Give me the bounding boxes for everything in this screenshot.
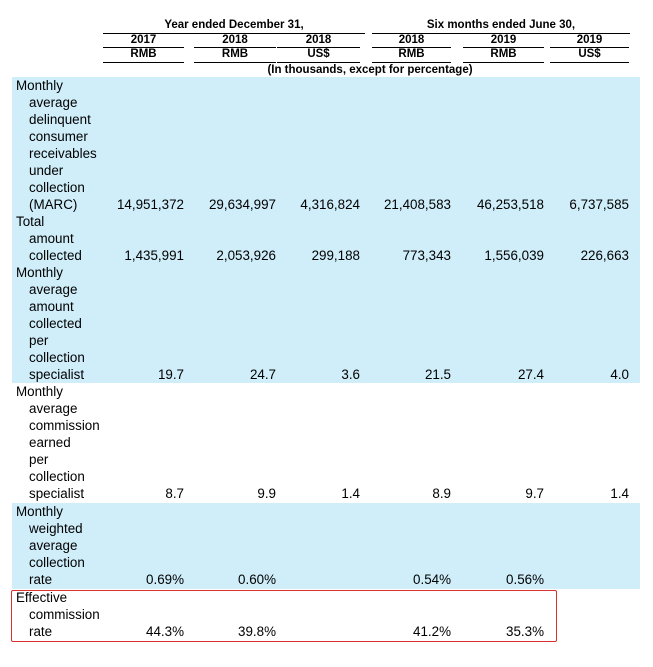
table-cell-value: 299,188 bbox=[311, 248, 360, 263]
table-cell-value: 29,634,997 bbox=[208, 197, 276, 212]
row-label-line: collection bbox=[29, 350, 85, 365]
table-cell-value: 0.69% bbox=[146, 572, 184, 587]
row-label-line: amount bbox=[29, 231, 74, 246]
table-cell-value: 1.4 bbox=[610, 486, 629, 501]
column-year-5: 2019 bbox=[490, 34, 517, 46]
unit-note: (In thousands, except for percentage) bbox=[267, 64, 473, 76]
row-label-line: collection bbox=[29, 555, 85, 570]
row-label-line: specialist bbox=[29, 486, 85, 501]
column-year-1: 2017 bbox=[130, 34, 157, 46]
row-label bbox=[16, 383, 100, 502]
effective-commission-rate-highlight-box bbox=[11, 590, 557, 642]
row-label-line: collected bbox=[29, 248, 82, 263]
row-label-line: Effective bbox=[16, 590, 68, 605]
table-cell-value: 4.0 bbox=[610, 367, 629, 382]
row-label bbox=[16, 264, 85, 383]
column-year-3: 2018 bbox=[305, 34, 332, 46]
table-cell-value: 4,316,824 bbox=[300, 197, 360, 212]
row-label-line: Monthly bbox=[16, 78, 63, 93]
table-cell-value: 8.9 bbox=[432, 486, 451, 501]
column-year-6: 2019 bbox=[576, 34, 603, 46]
table-cell-value: 39.8% bbox=[238, 624, 276, 639]
table-cell-value: 1,435,991 bbox=[124, 248, 184, 263]
table-cell-value: 3.6 bbox=[341, 367, 360, 382]
row-label-line: per bbox=[29, 452, 49, 467]
row-label-line: collection bbox=[29, 180, 85, 195]
column-currency-rule-6 bbox=[550, 62, 629, 63]
row-label-line: under bbox=[29, 163, 64, 178]
row-label-line: earned bbox=[29, 435, 71, 450]
row-label-line: average bbox=[29, 95, 78, 110]
row-label-line: amount bbox=[29, 299, 74, 314]
column-currency-4: RMB bbox=[398, 48, 425, 60]
table-cell-value: 14,951,372 bbox=[116, 197, 184, 212]
column-currency-rule-2 bbox=[194, 62, 276, 63]
row-label bbox=[16, 77, 97, 213]
table-cell-value: 21,408,583 bbox=[383, 197, 451, 212]
column-currency-rule-4 bbox=[372, 62, 451, 63]
row-label-line: average bbox=[29, 282, 78, 297]
table-cell-value: 41.2% bbox=[413, 624, 451, 639]
row-label-line: commission bbox=[29, 607, 100, 622]
row-label bbox=[16, 503, 85, 588]
column-year-4: 2018 bbox=[398, 34, 425, 46]
row-label-line: commission bbox=[29, 418, 100, 433]
table-cell-value: 0.60% bbox=[238, 572, 276, 587]
column-currency-2: RMB bbox=[221, 48, 249, 60]
row-label-line: weighted bbox=[29, 521, 83, 536]
table-cell-value: 9.7 bbox=[525, 486, 544, 501]
table-cell-value: 773,343 bbox=[402, 248, 451, 263]
row-label-line: delinquent bbox=[29, 112, 91, 127]
table-cell-value: 2,053,926 bbox=[216, 248, 276, 263]
header-six-months-ended: Six months ended June 30, bbox=[426, 19, 576, 31]
column-currency-rule-3 bbox=[277, 62, 360, 63]
row-label-line: rate bbox=[29, 624, 53, 639]
row-label-line: collection bbox=[29, 469, 85, 484]
header-year-ended: Year ended December 31, bbox=[164, 19, 304, 31]
row-label-line: average bbox=[29, 401, 78, 416]
table-cell-value: 8.7 bbox=[165, 486, 184, 501]
row-label-line: average bbox=[29, 538, 78, 553]
table-cell-value: 44.3% bbox=[146, 624, 184, 639]
row-label-line: specialist bbox=[29, 367, 85, 382]
table-cell-value: 226,663 bbox=[580, 248, 629, 263]
column-currency-rule-1 bbox=[103, 62, 184, 63]
table-cell-value: 35.3% bbox=[506, 624, 544, 639]
row-label-line: Total bbox=[16, 214, 45, 229]
table-cell-value: 1.4 bbox=[341, 486, 360, 501]
row-label-line: Monthly bbox=[16, 265, 63, 280]
row-label-line: (MARC) bbox=[29, 197, 78, 212]
table-cell-value: 24.7 bbox=[249, 367, 276, 382]
row-label-line: collected bbox=[29, 316, 82, 331]
column-currency-rule-5 bbox=[463, 62, 544, 63]
column-currency-5: RMB bbox=[490, 48, 517, 60]
row-label bbox=[16, 213, 82, 264]
column-year-2: 2018 bbox=[222, 34, 248, 46]
table-cell-value: 1,556,039 bbox=[484, 248, 544, 263]
column-currency-3: US$ bbox=[307, 48, 330, 60]
table-cell-value: 46,253,518 bbox=[476, 197, 544, 212]
table-cell-value: 0.54% bbox=[413, 572, 451, 587]
table-cell-value: 27.4 bbox=[517, 367, 544, 382]
column-currency-6: US$ bbox=[578, 48, 601, 60]
row-label-line: per bbox=[29, 333, 49, 348]
row-label-line: receivables bbox=[29, 146, 97, 161]
row-label-line: rate bbox=[29, 572, 53, 587]
table-cell-value: 6,737,585 bbox=[569, 197, 629, 212]
column-currency-1: RMB bbox=[130, 48, 157, 60]
table-cell-value: 0.56% bbox=[506, 572, 544, 587]
row-label-line: Monthly bbox=[16, 384, 63, 399]
table-cell-value: 21.5 bbox=[424, 367, 451, 382]
row-band bbox=[12, 77, 640, 213]
row-label-line: consumer bbox=[29, 129, 88, 144]
table-cell-value: 9.9 bbox=[257, 486, 276, 501]
row-label-line: Monthly bbox=[16, 504, 63, 519]
table-cell-value: 19.7 bbox=[157, 367, 184, 382]
